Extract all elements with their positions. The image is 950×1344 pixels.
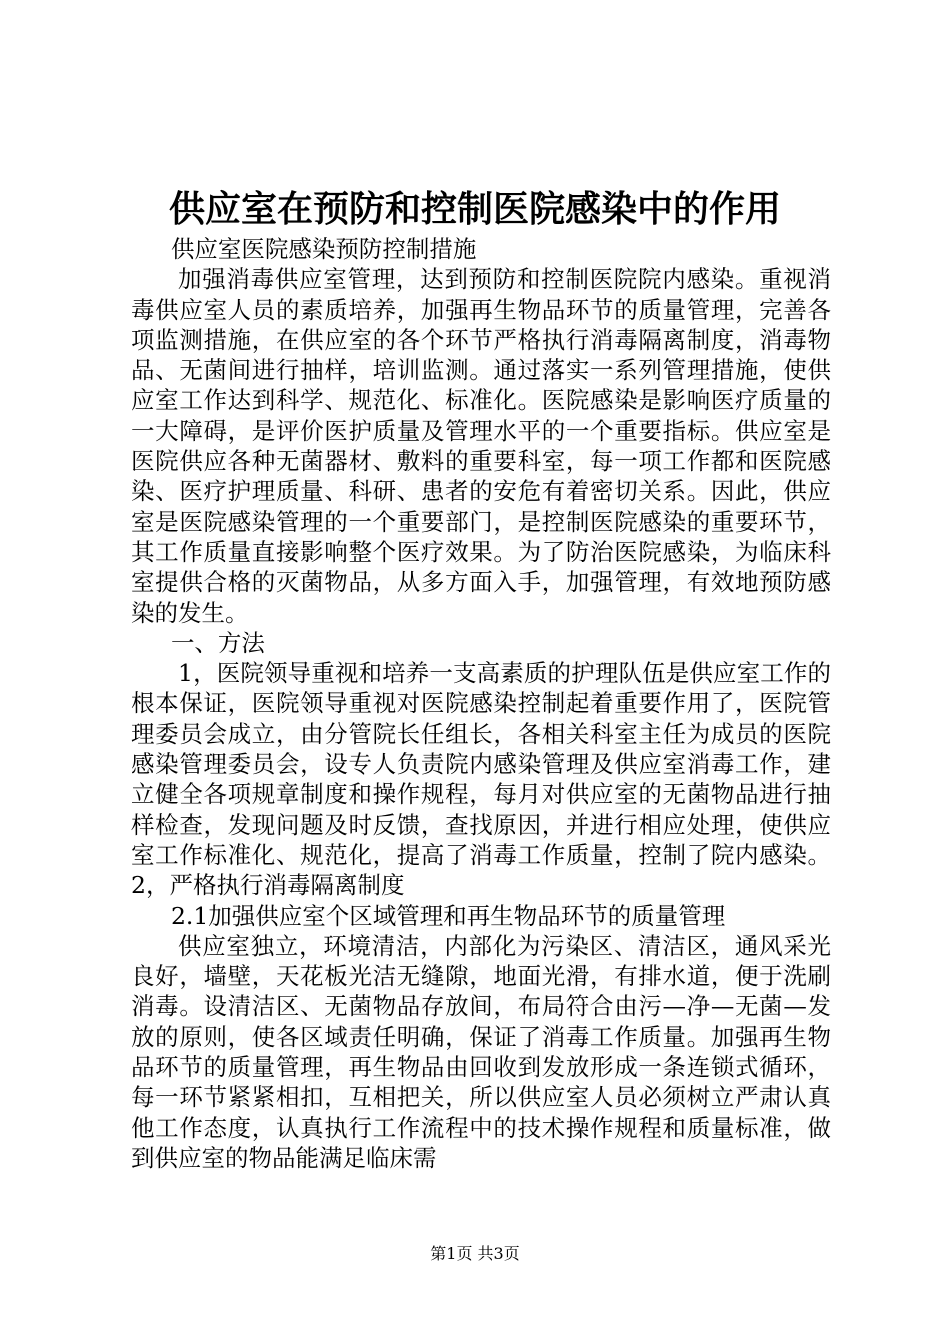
section-heading: 供应室医院感染预防控制措施 [170,235,477,263]
paragraph: 1，医院领导重视和培养一支高素质的护理队伍是供应室工作的根本保证，医院领导重视对医院感染控制起着重要作用了，医院管理委员会成立，由分管院长任组长，各相关科室主任为成员的医院感染管理委员会，设专人负责院内感染管理及供应室消毒工作，建立健全各项规章制度和操作规程，每月对供应室的无菌物品进行抽样检查，发现问题及时反馈，查找原因，并进行相应处理，使供应室工作标准化、规范化，提高了消毒工作质量，控制了院内感染。2，严格执行消毒隔离制度 [131,659,831,900]
document-title: 供应室在预防和控制医院感染中的作用 [168,188,781,230]
paragraph: 加强消毒供应室管理，达到预防和控制医院院内感染。重视消毒供应室人员的素质培养，加强再生物品环节的质量管理，完善各项监测措施，在供应室的各个环节严格执行消毒隔离制度，消毒物品、无菌间进行抽样，培训监测。通过落实一系列管理措施，使供应室工作达到科学、规范化、标准化。医院感染是影响医疗质量的一大障碍，是评价医护质量及管理水平的一个重要指标。供应室是医院供应各种无菌器材、敷料的重要科室，每一项工作都和医院感染、医疗护理质量、科研、患者的安危有着密切关系。因此，供应室是医院感染管理的一个重要部门，是控制医院感染的重要环节，其工作质量直接影响整个医疗效果。为了防治医院感染，为临床科室提供合格的灭菌物品，从多方面入手，加强管理，有效地预防感染的发生。 [131,265,831,627]
page-footer: 第1页 共3页 [430,1244,520,1263]
section-heading: 一、方法 [170,628,265,657]
document-body [131,234,831,1173]
paragraph: 供应室独立，环境清洁，内部化为污染区、清洁区，通风采光良好，墙壁，天花板光洁无缝隙，地面光滑，有排水道，便于洗刷消毒。设清洁区、无菌物品存放间，布局符合由污—净—无菌—发放的原则，使各区域责任明确，保证了消毒工作质量。加强再生物品环节的质量管理，再生物品由回收到发放形成一条连锁式循环，每一环节紧紧相扣，互相把关，所以供应室人员必须树立严肃认真他工作态度，认真执行工作流程中的技术操作规程和质量标准，做到供应室的物品能满足临床需 [131,931,831,1172]
section-heading: 2.1加强供应室个区域管理和再生物品环节的质量管理 [170,901,726,930]
